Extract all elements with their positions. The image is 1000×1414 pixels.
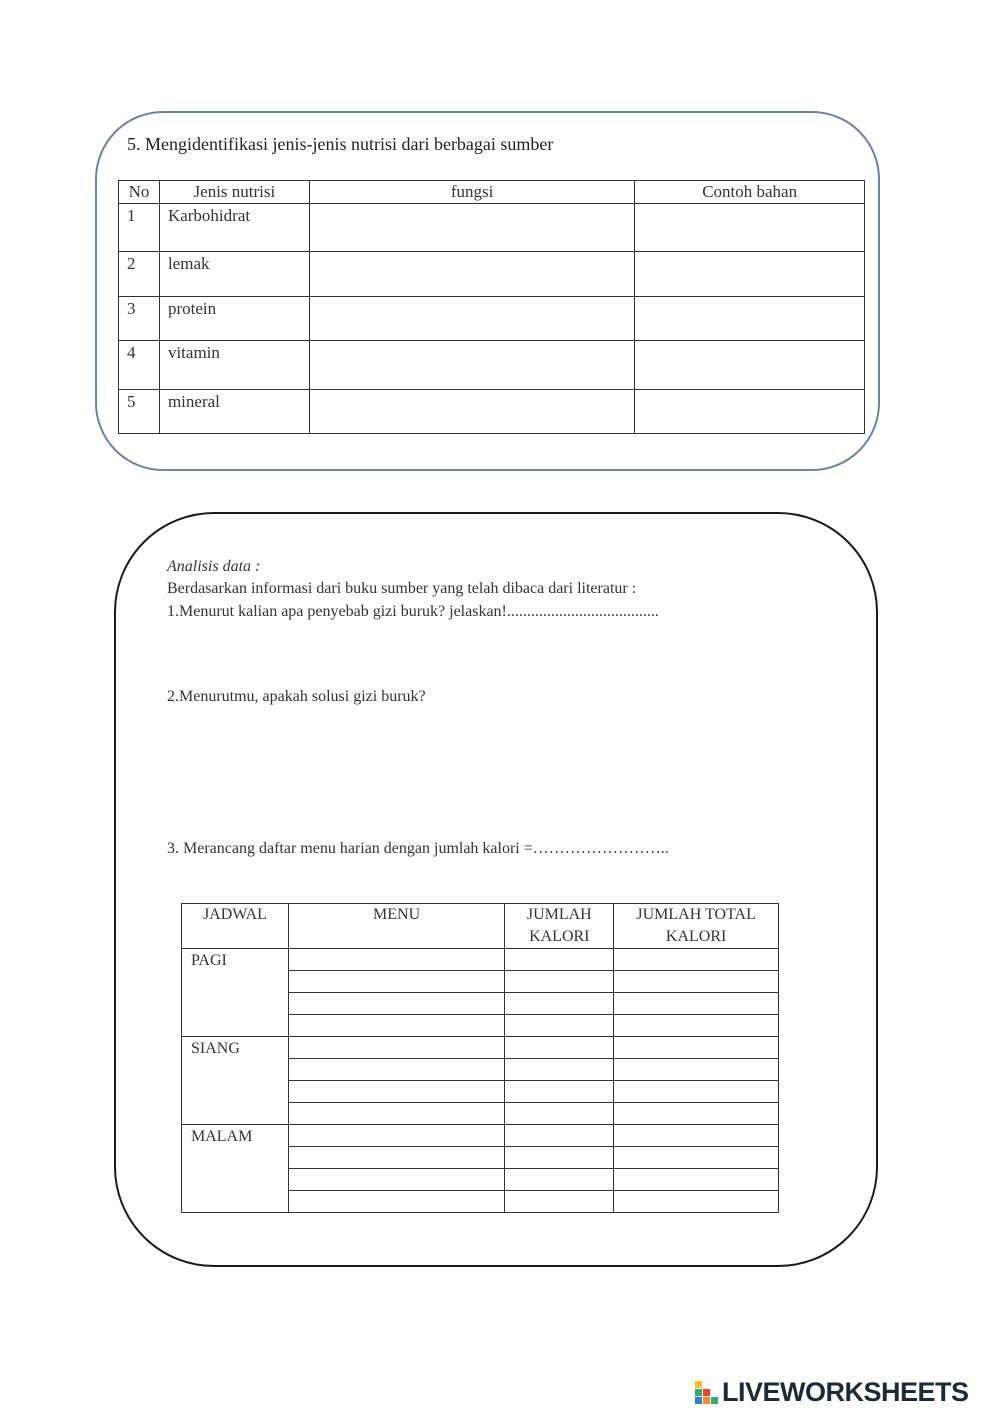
- total-calorie-cell[interactable]: [614, 949, 779, 971]
- table-row: [119, 341, 865, 390]
- liveworksheets-logo: [695, 1378, 969, 1406]
- question-3: 3. Merancang daftar menu harian dengan jumlah kalori =……………………..: [167, 840, 669, 857]
- logo-grid-icon: [695, 1381, 718, 1404]
- row-no: 2: [119, 252, 160, 297]
- schedule-siang: SIANG: [182, 1037, 289, 1125]
- question-2: 2.Menurutmu, apakah solusi gizi buruk?: [167, 688, 426, 705]
- calorie-cell[interactable]: [505, 1103, 614, 1125]
- menu-cell[interactable]: [288, 1081, 504, 1103]
- total-calorie-cell[interactable]: [614, 1169, 779, 1191]
- nutrition-table-header: [119, 181, 865, 204]
- menu-cell[interactable]: [288, 971, 504, 993]
- menu-cell[interactable]: [288, 1147, 504, 1169]
- total-calorie-cell[interactable]: [614, 993, 779, 1015]
- analysis-intro: Berdasarkan informasi dari buku sumber yang telah dibaca dari literatur :: [167, 580, 637, 597]
- example-cell[interactable]: [635, 297, 865, 341]
- table-row: [182, 949, 779, 971]
- menu-cell[interactable]: [288, 1103, 504, 1125]
- menu-cell[interactable]: [288, 1191, 504, 1213]
- function-cell[interactable]: [309, 252, 634, 297]
- row-no: 1: [119, 204, 160, 252]
- table-row: [119, 390, 865, 434]
- header-jumlah-total-kalori: JUMLAH TOTAL KALORI: [614, 904, 779, 949]
- row-no: 4: [119, 341, 160, 390]
- function-cell[interactable]: [309, 341, 634, 390]
- header-nutrient: Jenis nutrisi: [159, 181, 309, 204]
- calorie-cell[interactable]: [505, 1059, 614, 1081]
- example-cell[interactable]: [635, 341, 865, 390]
- menu-cell[interactable]: [288, 1037, 504, 1059]
- menu-cell[interactable]: [288, 949, 504, 971]
- total-calorie-cell[interactable]: [614, 1081, 779, 1103]
- section5-title: 5. Mengidentifikasi jenis-jenis nutrisi dari berbagai sumber: [127, 134, 554, 154]
- function-cell[interactable]: [309, 204, 634, 252]
- example-cell[interactable]: [635, 252, 865, 297]
- total-calorie-cell[interactable]: [614, 1103, 779, 1125]
- function-cell[interactable]: [309, 297, 634, 341]
- function-cell[interactable]: [309, 390, 634, 434]
- calorie-cell[interactable]: [505, 1037, 614, 1059]
- menu-cell[interactable]: [288, 1015, 504, 1037]
- row-nutrient: mineral: [159, 390, 309, 434]
- example-cell[interactable]: [635, 204, 865, 252]
- menu-cell[interactable]: [288, 1125, 504, 1147]
- total-calorie-cell[interactable]: [614, 1015, 779, 1037]
- calorie-cell[interactable]: [505, 1125, 614, 1147]
- header-example: Contoh bahan: [635, 181, 865, 204]
- calorie-cell[interactable]: [505, 993, 614, 1015]
- calorie-cell[interactable]: [505, 1081, 614, 1103]
- header-no: No: [119, 181, 160, 204]
- menu-table-header: [182, 904, 779, 949]
- row-nutrient: Karbohidrat: [159, 204, 309, 252]
- daily-menu-table: [181, 903, 779, 1213]
- total-calorie-cell[interactable]: [614, 1037, 779, 1059]
- header-jumlah-kalori: JUMLAH KALORI: [505, 904, 614, 949]
- question-1: 1.Menurut kalian apa penyebab gizi buruk? jelaskan!......................................: [167, 603, 659, 620]
- menu-cell[interactable]: [288, 1059, 504, 1081]
- table-row: [182, 1125, 779, 1147]
- total-calorie-cell[interactable]: [614, 971, 779, 993]
- table-row: [182, 1037, 779, 1059]
- analysis-title: Analisis data :: [167, 558, 261, 575]
- schedule-pagi: PAGI: [182, 949, 289, 1037]
- total-calorie-cell[interactable]: [614, 1125, 779, 1147]
- header-menu: MENU: [288, 904, 504, 949]
- calorie-cell[interactable]: [505, 1147, 614, 1169]
- row-no: 3: [119, 297, 160, 341]
- header-jadwal: JADWAL: [182, 904, 289, 949]
- total-calorie-cell[interactable]: [614, 1147, 779, 1169]
- calorie-cell[interactable]: [505, 1169, 614, 1191]
- row-nutrient: lemak: [159, 252, 309, 297]
- calorie-cell[interactable]: [505, 949, 614, 971]
- nutrition-table: [118, 180, 865, 434]
- header-function: fungsi: [309, 181, 634, 204]
- brand-name: LIVEWORKSHEETS: [722, 1376, 969, 1407]
- table-row: [119, 297, 865, 341]
- menu-cell[interactable]: [288, 1169, 504, 1191]
- total-calorie-cell[interactable]: [614, 1059, 779, 1081]
- schedule-malam: MALAM: [182, 1125, 289, 1213]
- row-nutrient: protein: [159, 297, 309, 341]
- calorie-cell[interactable]: [505, 1015, 614, 1037]
- menu-cell[interactable]: [288, 993, 504, 1015]
- row-no: 5: [119, 390, 160, 434]
- table-row: [119, 252, 865, 297]
- table-row: [119, 204, 865, 252]
- row-nutrient: vitamin: [159, 341, 309, 390]
- example-cell[interactable]: [635, 390, 865, 434]
- calorie-cell[interactable]: [505, 971, 614, 993]
- calorie-cell[interactable]: [505, 1191, 614, 1213]
- total-calorie-cell[interactable]: [614, 1191, 779, 1213]
